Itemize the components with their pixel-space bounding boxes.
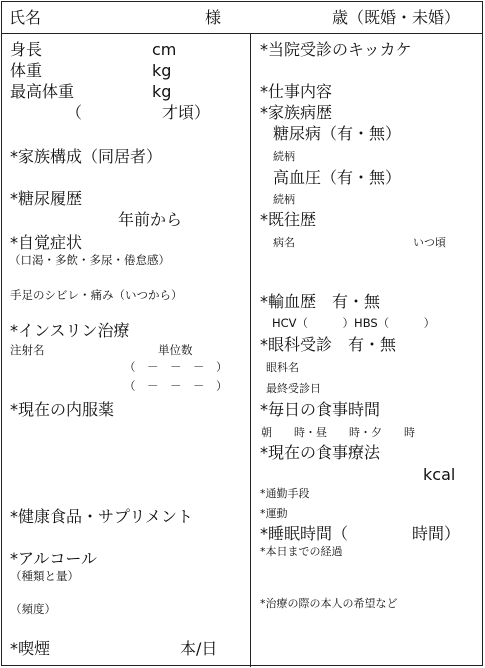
weight-label: 体重: [10, 61, 43, 80]
kcal-unit: kcal: [423, 465, 456, 484]
honorific-label: 様: [205, 8, 222, 27]
family-history-hypertension: 高血圧（有・無）: [273, 168, 402, 187]
alcohol-kind-label: （種類と量）: [10, 569, 79, 583]
smoking-unit: 本/日: [180, 639, 218, 658]
age-at-max-weight: （ 才頃）: [66, 103, 211, 122]
meal-times-label: *毎日の食事時間: [260, 400, 381, 419]
name-label: 氏名: [9, 8, 42, 27]
commute-label: *通勤手段: [260, 487, 310, 500]
column-divider: [250, 33, 251, 667]
units-label: 単位数: [158, 343, 193, 357]
symptoms-label: *自覚症状: [10, 233, 83, 252]
injection-name-label: 注射名: [10, 343, 45, 357]
height-label: 身長: [10, 40, 43, 59]
when-label: いつ頃: [413, 236, 446, 249]
visit-reason-label: *当院受診のキッカケ: [260, 40, 412, 59]
family-history-diabetes: 糖尿病（有・無）: [273, 124, 402, 143]
symptoms-detail: （口渇・多飲・多尿・倦怠感）: [9, 253, 170, 267]
family-history-label: *家族病歴: [260, 103, 333, 122]
eye-exam-label: *眼科受診 有・無: [260, 335, 397, 354]
alcohol-label: *アルコール: [10, 549, 98, 568]
dose-row-2: （ － － － ）: [124, 379, 228, 393]
diabetes-history-label: *糖尿履歴: [10, 189, 83, 208]
max-weight-unit: kg: [152, 82, 172, 101]
dose-row-1: （ － － － ）: [124, 360, 228, 374]
hepatitis-label: HCV（ ）HBS（ ）: [272, 316, 436, 330]
meal-times-detail: 朝 時・昼 時・夕 時: [261, 426, 415, 439]
family-structure-label: *家族構成（同居者）: [10, 147, 163, 166]
eye-clinic-label: 眼科名: [266, 361, 299, 374]
insulin-label: *インスリン治療: [10, 321, 130, 340]
years-ago-label: 年前から: [118, 210, 183, 229]
max-weight-label: 最高体重: [10, 82, 75, 101]
oral-medication-label: *現在の内服薬: [10, 400, 115, 419]
past-history-label: *既往歴: [260, 210, 317, 229]
disease-name-label: 病名: [273, 236, 295, 249]
supplements-label: *健康食品・サプリメント: [10, 507, 194, 526]
sleep-hours-label: *睡眠時間（ 時間）: [260, 524, 461, 543]
alcohol-frequency-label: （頻度）: [10, 602, 56, 616]
header-divider: [1, 33, 483, 34]
transfusion-label: *輸血歴 有・無: [260, 292, 381, 311]
last-visit-label: 最終受診日: [266, 382, 321, 395]
diet-therapy-label: *現在の食事療法: [260, 443, 381, 462]
numbness-label: 手足のシビレ・痛み（いつから）: [10, 288, 183, 302]
course-label: *本日までの経過: [260, 545, 343, 558]
age-marital-label: 歳（既婚・未婚）: [332, 8, 461, 27]
treatment-wishes-label: *治療の際の本人の希望など: [260, 597, 398, 610]
occupation-label: *仕事内容: [260, 82, 333, 101]
relation-label-2: 続柄: [273, 193, 295, 206]
relation-label-1: 続柄: [273, 150, 295, 163]
height-unit: cm: [152, 40, 177, 59]
weight-unit: kg: [152, 61, 172, 80]
smoking-label: *喫煙: [10, 639, 51, 658]
exercise-label: *運動: [260, 507, 288, 520]
